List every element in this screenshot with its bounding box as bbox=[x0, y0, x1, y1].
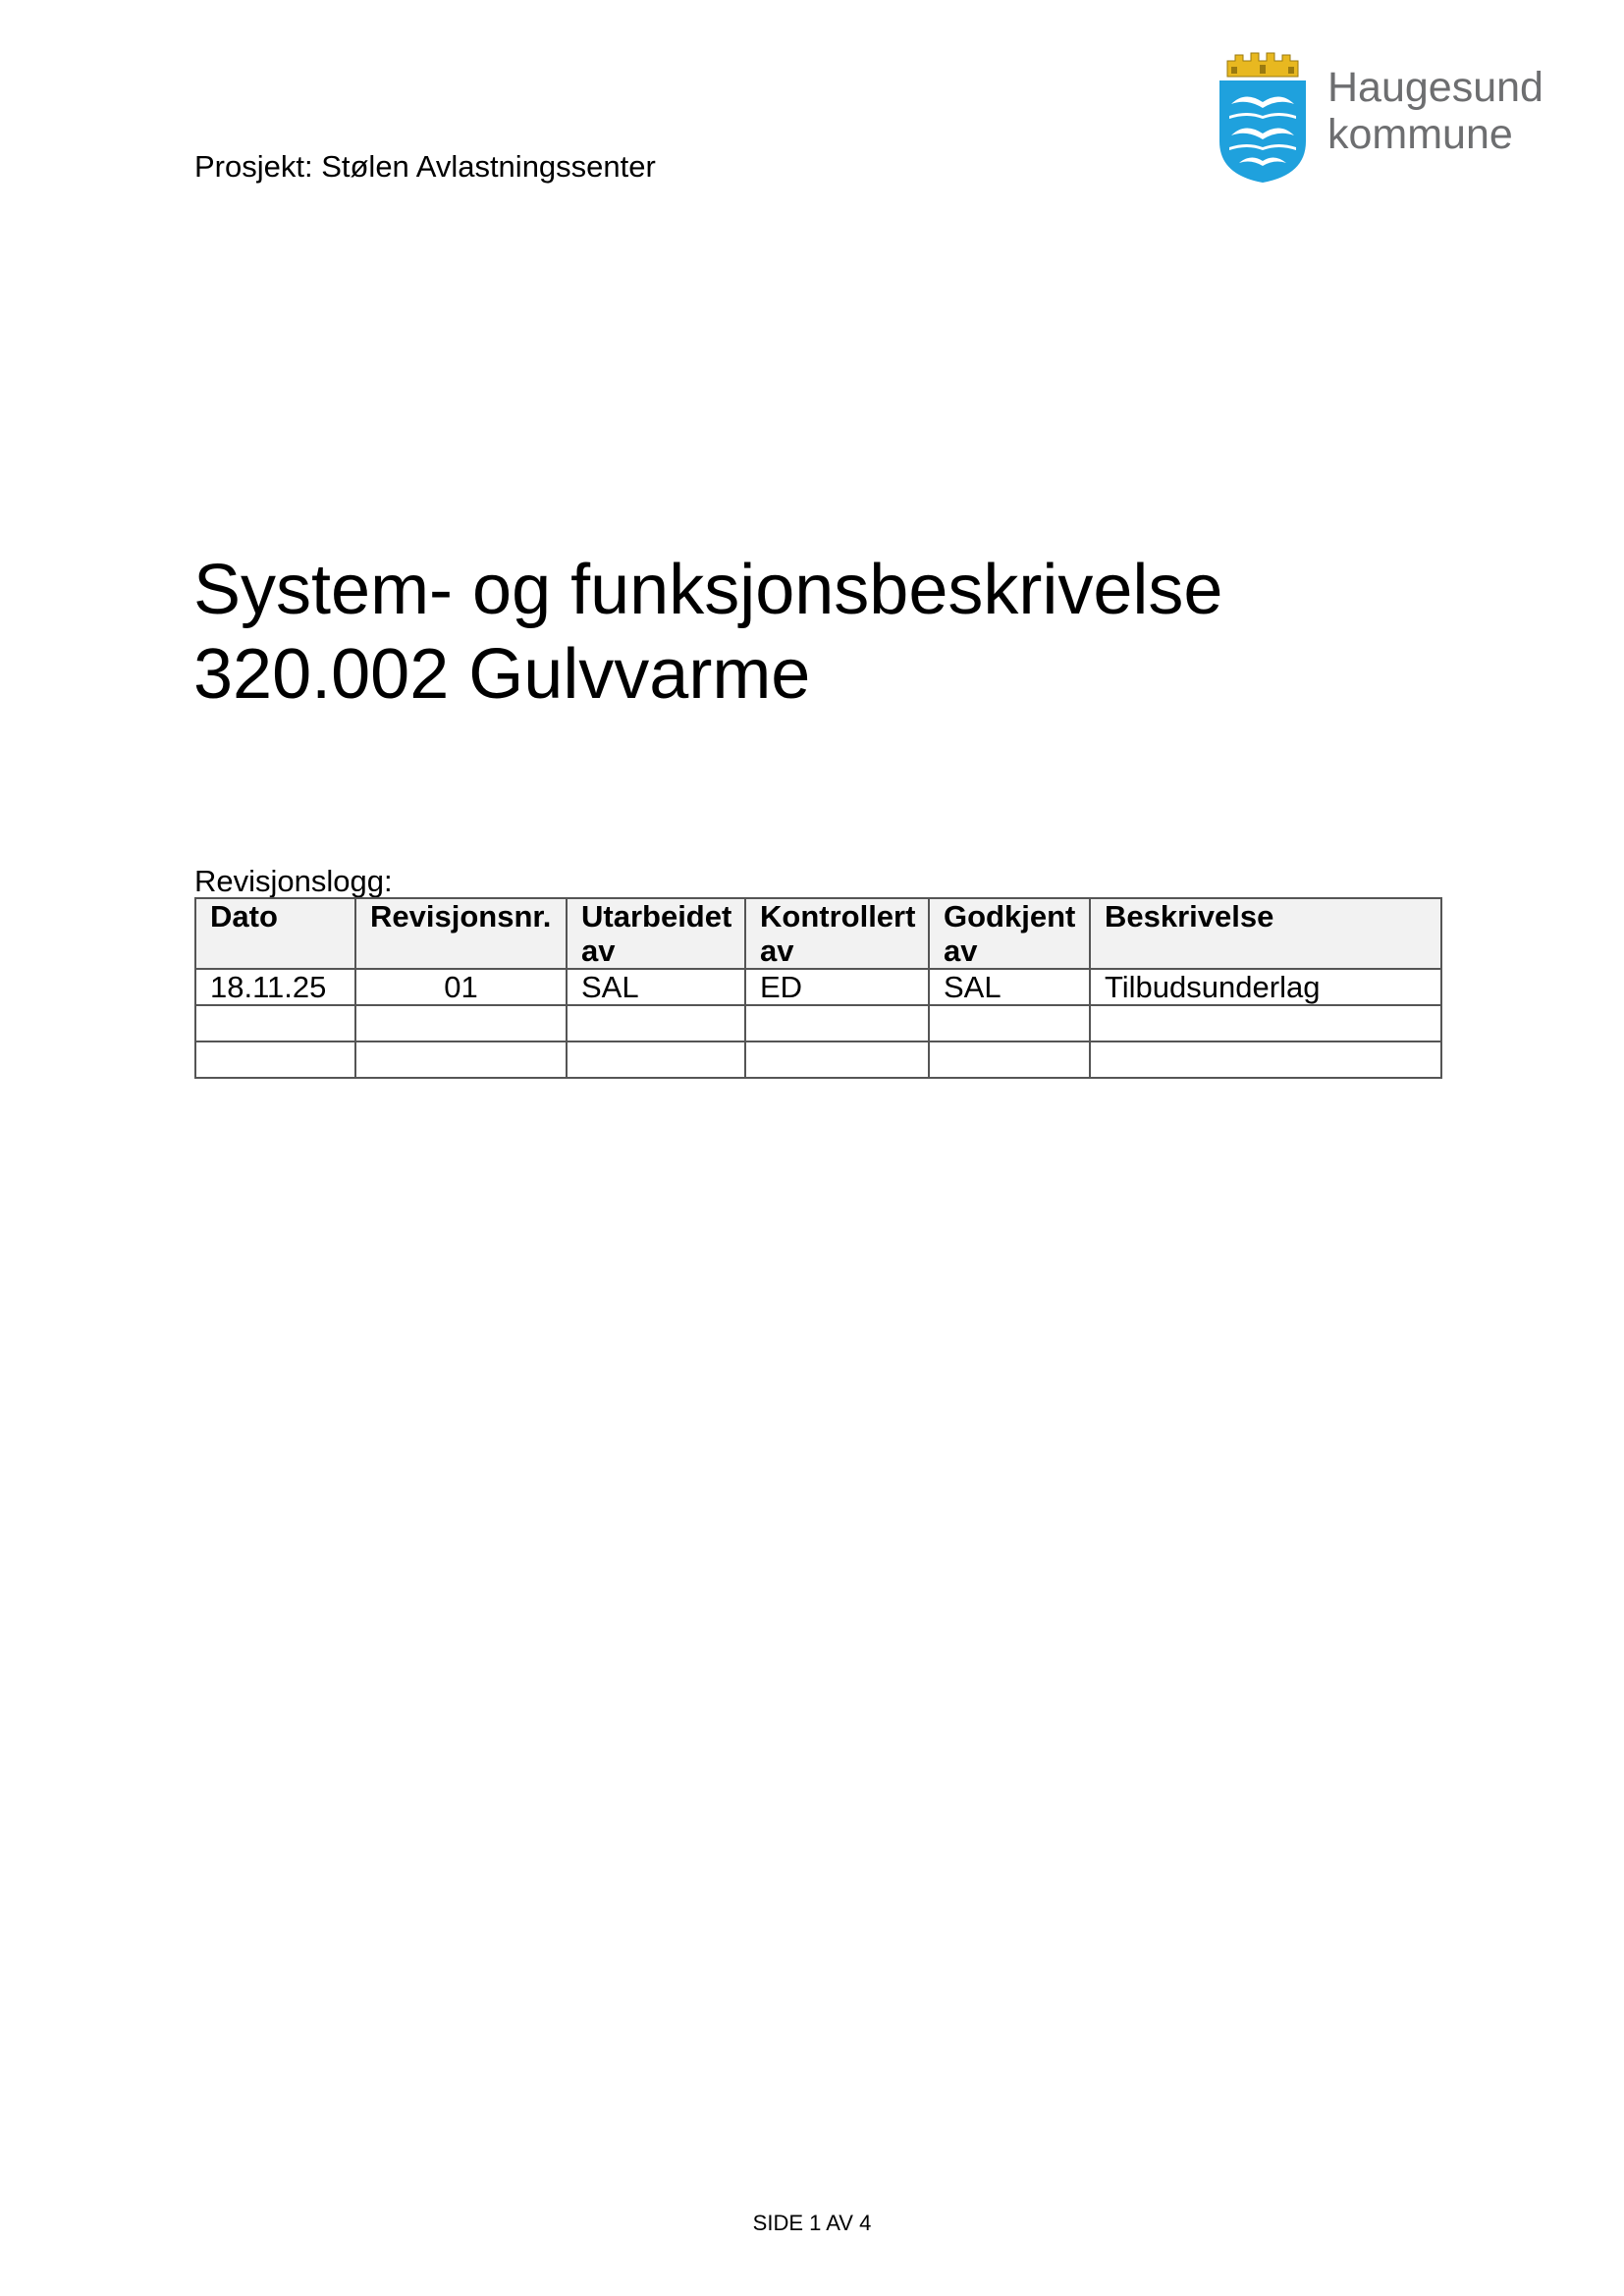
cell-beskrivelse bbox=[1090, 1005, 1441, 1041]
cell-godkjent-av: SAL bbox=[929, 969, 1090, 1005]
cell-utarbeidet-av bbox=[567, 1005, 745, 1041]
cell-revisjonsnr: 01 bbox=[355, 969, 567, 1005]
coat-of-arms-icon bbox=[1218, 47, 1308, 183]
cell-utarbeidet-av: SAL bbox=[567, 969, 745, 1005]
revision-log-table bbox=[194, 897, 1442, 1079]
cell-godkjent-av bbox=[929, 1041, 1090, 1078]
column-header-utarbeidet-av: Utarbeidet av bbox=[567, 898, 745, 969]
project-line: Prosjekt: Stølen Avlastningssenter bbox=[194, 149, 656, 184]
document-title bbox=[193, 548, 1222, 717]
cell-dato: 18.11.25 bbox=[195, 969, 355, 1005]
logo-text-line1: Haugesund bbox=[1327, 64, 1543, 111]
table-header-row bbox=[195, 898, 1441, 969]
revision-log-label: Revisjonslogg: bbox=[194, 864, 393, 898]
table-row bbox=[195, 1041, 1441, 1078]
cell-utarbeidet-av bbox=[567, 1041, 745, 1078]
cell-dato bbox=[195, 1041, 355, 1078]
column-header-godkjent-av: Godkjent av bbox=[929, 898, 1090, 969]
page-number: SIDE 1 AV 4 bbox=[752, 2211, 872, 2235]
column-header-dato: Dato bbox=[195, 898, 355, 969]
logo-text-line2: kommune bbox=[1327, 111, 1513, 158]
column-header-kontrollert-av: Kontrollert av bbox=[745, 898, 929, 969]
cell-revisjonsnr bbox=[355, 1005, 567, 1041]
cell-godkjent-av bbox=[929, 1005, 1090, 1041]
cell-revisjonsnr bbox=[355, 1041, 567, 1078]
column-header-beskrivelse: Beskrivelse bbox=[1090, 898, 1441, 969]
cell-kontrollert-av bbox=[745, 1041, 929, 1078]
logo-wordmark bbox=[1327, 64, 1543, 158]
cell-kontrollert-av: ED bbox=[745, 969, 929, 1005]
cell-beskrivelse: Tilbudsunderlag bbox=[1090, 969, 1441, 1005]
cell-dato bbox=[195, 1005, 355, 1041]
document-title-line2: 320.002 Gulvvarme bbox=[193, 635, 811, 714]
cell-kontrollert-av bbox=[745, 1005, 929, 1041]
document-title-line1: System- og funksjonsbeskrivelse bbox=[193, 551, 1223, 629]
cell-beskrivelse bbox=[1090, 1041, 1441, 1078]
municipality-logo bbox=[1218, 47, 1543, 183]
table-row bbox=[195, 1005, 1441, 1041]
table-row bbox=[195, 969, 1441, 1005]
column-header-revisjonsnr: Revisjonsnr. bbox=[355, 898, 567, 969]
